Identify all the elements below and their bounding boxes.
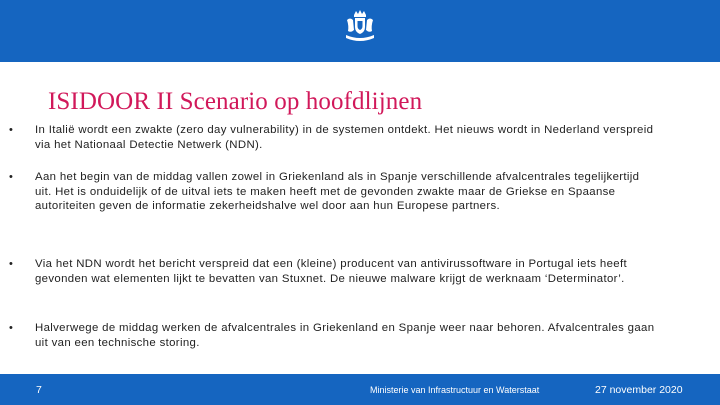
coat-of-arms-icon bbox=[343, 8, 377, 46]
bullet-text: In Italië wordt een zwakte (zero day vulnerability) in de systemen ontdekt. Het nieuws wordt in Nederland verspreid via het Nationaal Detectie Netwerk (NDN). bbox=[35, 124, 654, 151]
footer-date: 27 november 2020 bbox=[595, 384, 683, 396]
header-bar bbox=[0, 0, 720, 62]
slide-title: ISIDOOR II Scenario op hoofdlijnen bbox=[48, 88, 423, 115]
bullet-dot: • bbox=[9, 171, 13, 183]
bullet-dot: • bbox=[9, 124, 13, 136]
bullet-text: Via het NDN wordt het bericht verspreid dat een (kleine) producent van antivirussoftware in Portugal iets heeft gevonden wat elementen lijkt te bevatten van Stuxnet. De nieuwe malware krijgt de werknaam ‘Determinator’. bbox=[35, 258, 628, 285]
bullet-text: Aan het begin van de middag vallen zowel in Griekenland als in Spanje verschillende afvalcentrales tegelijkertijd uit. Het is onduidelijk of de uitval iets te maken heeft met de gevonden zwakte maar de Griekse en Spaanse autoriteiten geven de informatie zekerheidshalve wel door aan hun Europese partners. bbox=[35, 171, 640, 213]
bullet-dot: • bbox=[9, 258, 13, 270]
bullet-dot: • bbox=[9, 322, 13, 334]
footer-ministry: Ministerie van Infrastructuur en Waterstaat bbox=[370, 385, 540, 395]
slide-number: 7 bbox=[36, 384, 42, 396]
footer-bar bbox=[0, 374, 720, 405]
bullet-text: Halverwege de middag werken de afvalcentrales in Griekenland en Spanje weer naar behoren. Afvalcentrales gaan uit van een technische storing. bbox=[35, 322, 655, 349]
